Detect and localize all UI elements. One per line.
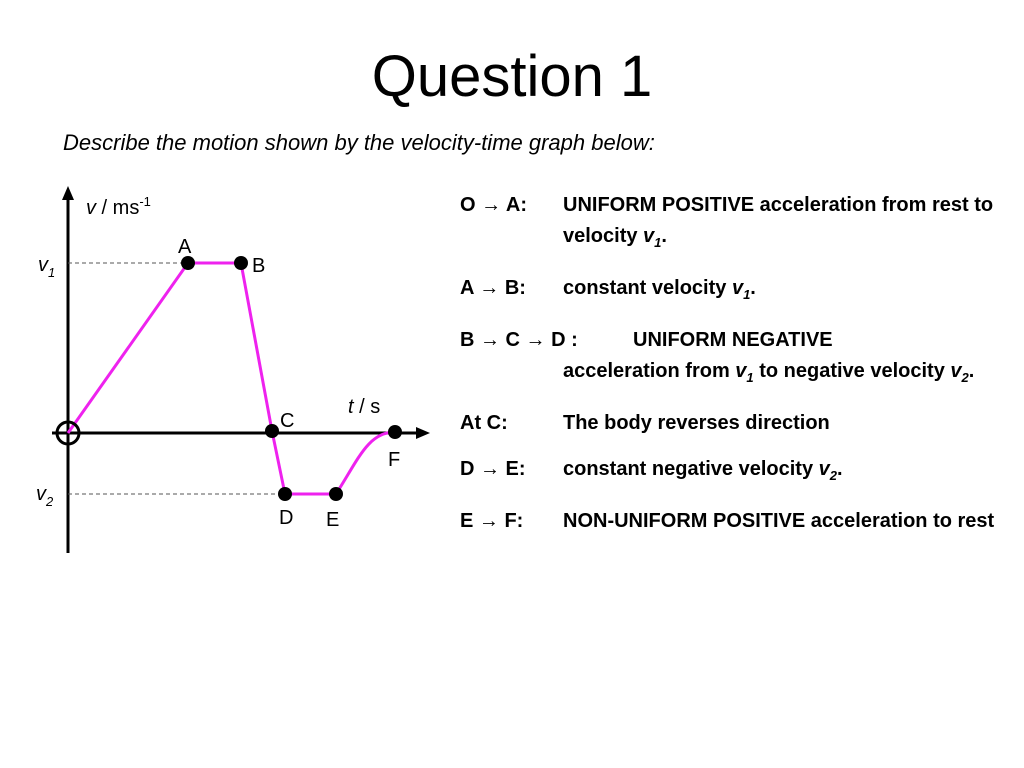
slide-title: Question 1 [371,44,653,109]
x-axis-arrow [416,427,430,439]
point-e [329,487,343,501]
answer-key: At C: [460,412,508,434]
point-c [265,424,279,438]
label-c: C [280,410,295,432]
point-d [278,487,292,501]
velocity-time-graph [0,0,440,600]
answer-text: The body reverses direction [563,412,830,434]
point-f [388,425,402,439]
answer-text: NON-UNIFORM POSITIVE acceleration to rest [563,510,995,532]
slide-subtitle: Describe the motion shown by the velocity-time graph below: [63,130,655,155]
answer-key: A → B: [460,277,526,299]
answer-row [460,273,1020,310]
answer-row [460,190,1020,258]
answer-list [460,190,1020,552]
answer-text: UNIFORM NEGATIVE acceleration from $v_1$ to negative velocity $v_2$. [563,329,975,385]
answer-text: UNIFORM POSITIVE acceleration from rest to velocity $v_1$. [563,194,994,250]
point-a [181,256,195,270]
y-axis-arrow [62,186,74,200]
answer-row [460,325,1020,393]
answer-key: D → E: [460,458,526,480]
answer-text: constant velocity $v_1$. [563,277,756,302]
label-f: F [388,449,401,471]
v2-label: $v_2$ [36,483,54,509]
y-axis-label: v / $ms^{-1}$ [86,194,151,219]
answer-key: E → F: [460,510,524,532]
label-e: E [326,509,340,531]
answer-row [460,506,1020,537]
velocity-curve [68,263,395,494]
answer-key: B → C → D : [460,329,578,351]
x-axis-label: t / s [348,396,381,418]
v1-label: $v_1$ [38,254,56,280]
answer-row [460,408,1020,439]
label-b: B [252,255,266,277]
point-b [234,256,248,270]
label-a: A [178,236,192,258]
answer-row [460,454,1020,491]
answer-key: O → A: [460,194,528,216]
answer-text: constant negative velocity $v_2$. [563,458,843,483]
label-d: D [279,507,294,529]
